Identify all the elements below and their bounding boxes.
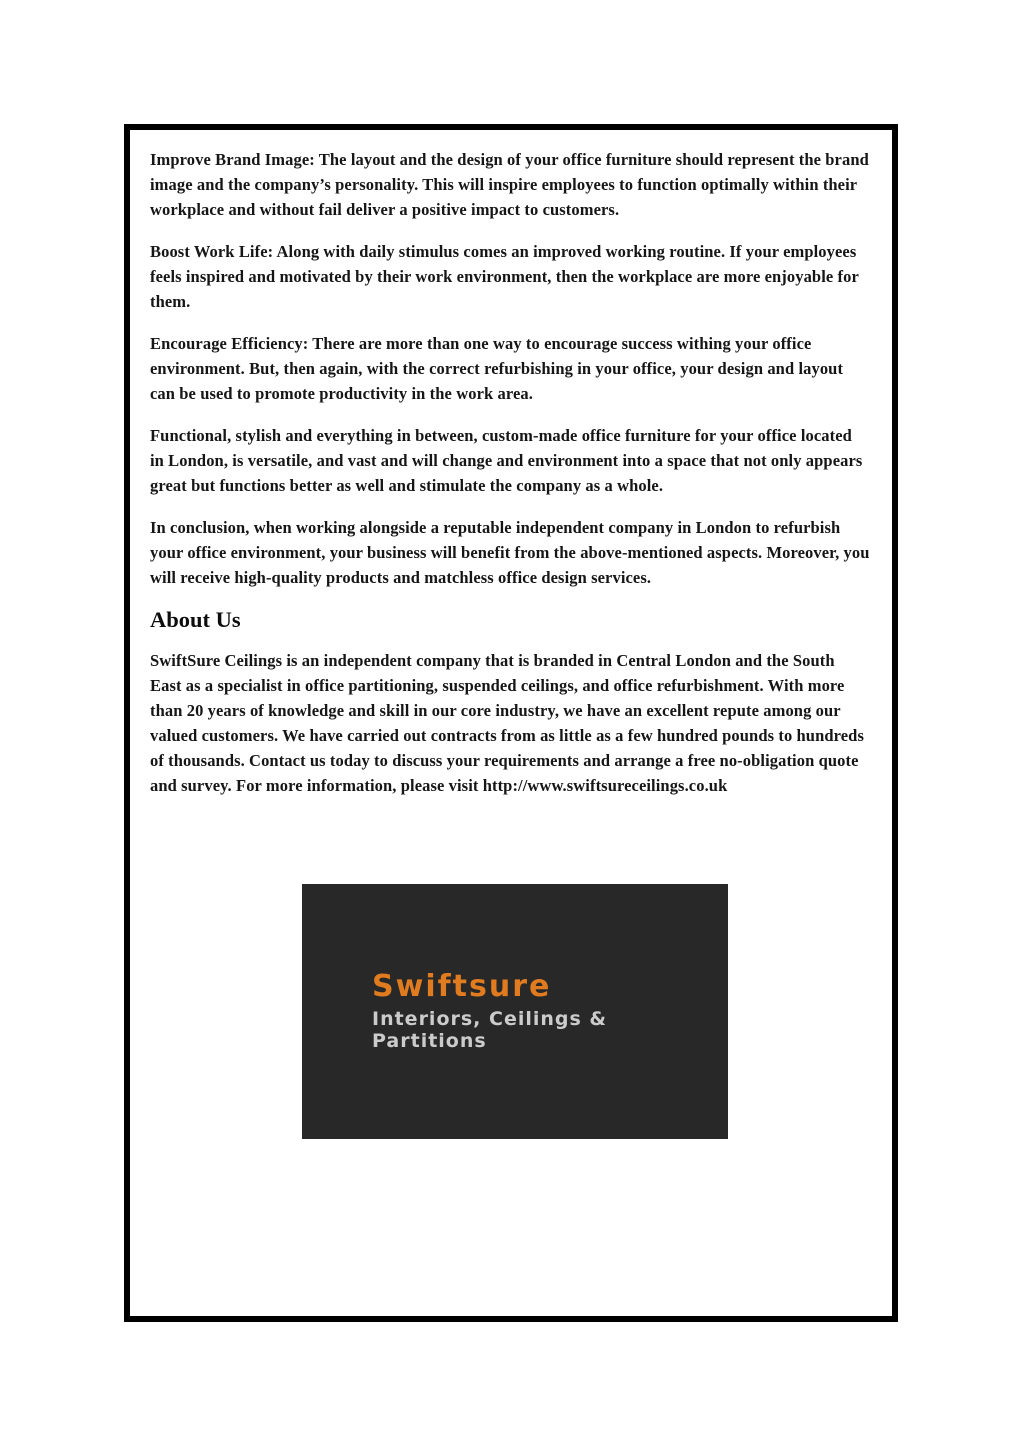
document-body: [150, 147, 870, 798]
paragraph-in-conclusion: In conclusion, when working alongside a reputable independent company in London to refurbish your office environment, your business will benefit from the above-mentioned aspects. Moreover, you will receive high-quality products and matchless office design services.: [150, 518, 870, 587]
paragraph-boost-work-life: Boost Work Life: Along with daily stimulus comes an improved working routine. If your employees feels inspired and motivated by their work environment, then the workplace are more enjoyable for them.: [150, 242, 859, 311]
about-us-heading: About Us: [150, 607, 241, 632]
swiftsure-logo: [302, 884, 728, 1139]
paragraph-improve-brand-image: Improve Brand Image: The layout and the design of your office furniture should represent the brand image and the company’s personality. This will inspire employees to function optimally within their workplace and without fail deliver a positive impact to customers.: [150, 150, 869, 219]
logo-tagline-text: Interiors, Ceilings & Partitions: [372, 1008, 608, 1052]
logo-brand-text: Swiftsure: [372, 969, 552, 1004]
paragraph-encourage-efficiency: Encourage Efficiency: There are more than one way to encourage success withing your office environment. But, then again, with the correct refurbishing in your office, your design and layout can be used to promote productivity in the work area.: [150, 334, 844, 403]
page-border-frame: [124, 124, 898, 1322]
paragraph-functional-stylish: Functional, stylish and everything in between, custom-made office furniture for your office located in London, is versatile, and vast and will change and environment into a space that not only appears great but functions better as well and stimulate the company as a whole.: [150, 426, 863, 495]
paragraph-about-us: SwiftSure Ceilings is an independent company that is branded in Central London and the South East as a specialist in office partitioning, suspended ceilings, and office refurbishment. With more than 20 years of knowledge and skill in our core industry, we have an excellent repute among our valued customers. We have carried out contracts from as little as a few hundred pounds to hundreds of thousands. Contact us today to discuss your requirements and arrange a free no-obligation quote and survey. For more information, please visit http://www.swiftsureceilings.co.uk: [150, 651, 864, 795]
